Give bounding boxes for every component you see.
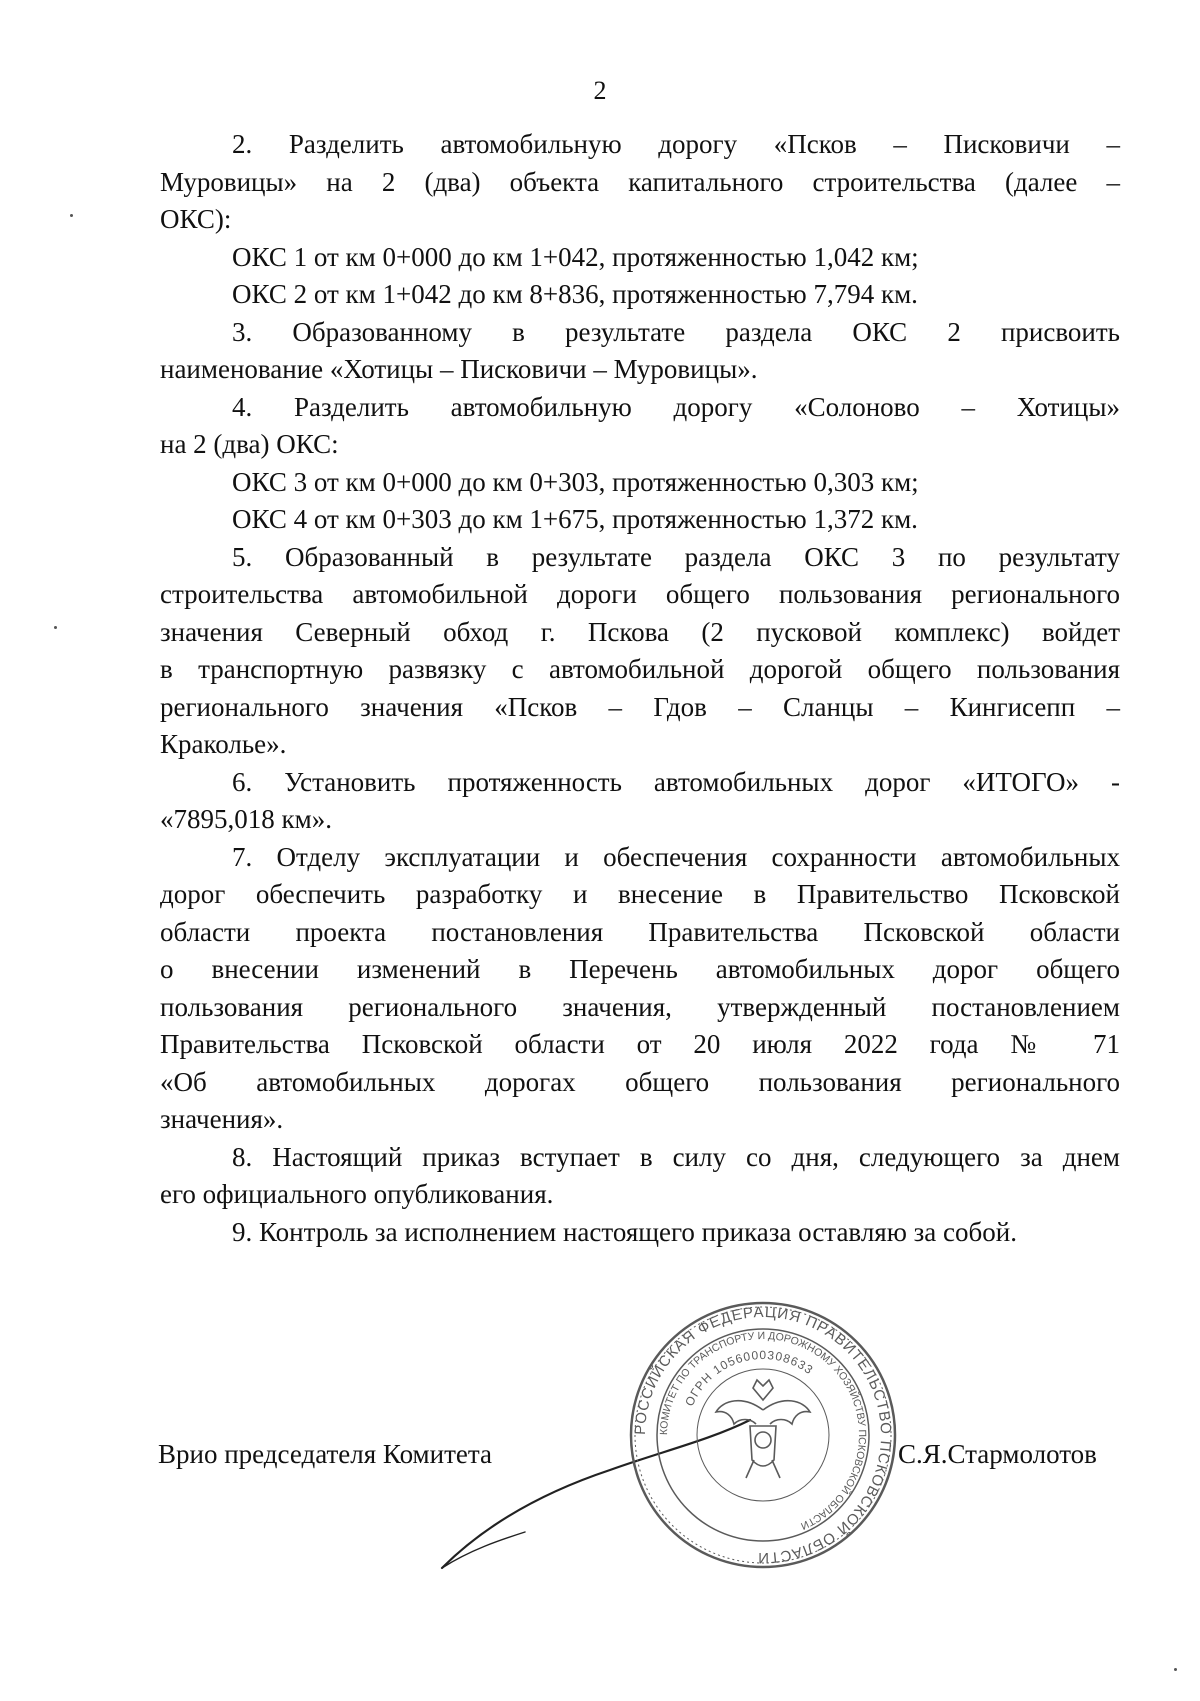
text-line: значения». bbox=[160, 1104, 284, 1134]
text-line: «7895,018 км». bbox=[160, 804, 332, 834]
text-line: строительства автомобильной дороги общего пользования регионального bbox=[160, 579, 1120, 609]
text-line: 6. Установить протяженность автомобильных дорог «ИТОГО» - bbox=[232, 766, 1120, 797]
text-line: Правительства Псковской области от 20 июля 2022 года № 71 bbox=[160, 1029, 1120, 1059]
text-line: в транспортную развязку с автомобильной дорогой общего пользования bbox=[160, 654, 1120, 684]
oks-2-line: ОКС 2 от км 1+042 до км 8+836, протяженностью 7,794 км. bbox=[232, 279, 918, 309]
text-line: Краколье». bbox=[160, 729, 287, 759]
paragraph-2 bbox=[160, 126, 1120, 239]
seal-outer-text: РОССИЙСКАЯ ФЕДЕРАЦИЯ ПРАВИТЕЛЬСТВО ПСКОВСКОЙ ОБЛАСТИ bbox=[631, 1303, 895, 1567]
text-line: Муровицы» на 2 (два) объекта капитального строительства (далее – bbox=[160, 166, 1120, 197]
text-line: о внесении изменений в Перечень автомобильных дорог общего bbox=[160, 954, 1120, 984]
oks-1-line: ОКС 1 от км 0+000 до км 1+042, протяженностью 1,042 км; bbox=[232, 241, 919, 272]
seal-ogrn-text: ОГРН 1056000308633 bbox=[682, 1347, 817, 1409]
text-line: пользования регионального значения, утвержденный постановлением bbox=[160, 991, 1120, 1022]
svg-text:РОССИЙСКАЯ ФЕДЕРАЦИЯ ПРАВИТЕЛЬ bbox=[632, 1304, 894, 1566]
paragraph-4 bbox=[160, 389, 1120, 464]
text-line: его официального опубликования. bbox=[160, 1179, 554, 1209]
text-line: 2. Разделить автомобильную дорогу «Псков – Писковичи – bbox=[232, 129, 1120, 159]
text-line: регионального значения «Псков – Гдов – Сланцы – Кингисепп – bbox=[160, 691, 1120, 722]
official-seal bbox=[628, 1300, 898, 1570]
paragraph-8 bbox=[160, 1139, 1120, 1214]
text-line: наименование «Хотицы – Писковичи – Муровицы». bbox=[160, 354, 758, 384]
text-line: значения Северный обход г. Пскова (2 пусковой комплекс) войдет bbox=[160, 616, 1120, 647]
oks-3-line: ОКС 3 от км 0+000 до км 0+303, протяженностью 0,303 км; bbox=[232, 466, 919, 497]
text-line: 3. Образованному в результате раздела ОКС 2 присвоить bbox=[232, 316, 1120, 347]
paragraph-9: 9. Контроль за исполнением настоящего приказа оставляю за собой. bbox=[232, 1216, 1017, 1247]
paragraph-5 bbox=[160, 539, 1120, 764]
text-line: 8. Настоящий приказ вступает в силу со дня, следующего за днем bbox=[232, 1141, 1120, 1172]
seal-inner-text: КОМИТЕТ ПО ТРАНСПОРТУ И ДОРОЖНОМУ ХОЗЯЙСТВУ ПСКОВСКОЙ ОБЛАСТИ bbox=[657, 1329, 869, 1532]
text-line: 7. Отделу эксплуатации и обеспечения сохранности автомобильных bbox=[232, 841, 1120, 872]
paragraph-3 bbox=[160, 314, 1120, 389]
paragraph-7 bbox=[160, 839, 1120, 1139]
text-line: 5. Образованный в результате раздела ОКС 3 по результату bbox=[232, 541, 1120, 572]
scan-speck bbox=[1174, 1668, 1177, 1671]
text-line: на 2 (два) ОКС: bbox=[160, 429, 339, 459]
oks-4-line: ОКС 4 от км 0+303 до км 1+675, протяженностью 1,372 км. bbox=[232, 504, 918, 534]
paragraph-6 bbox=[160, 764, 1120, 839]
coat-of-arms-icon bbox=[716, 1380, 810, 1478]
text-line: 4. Разделить автомобильную дорогу «Солоново – Хотицы» bbox=[232, 391, 1120, 422]
order-body bbox=[160, 126, 1120, 1251]
text-line: области проекта постановления Правительства Псковской области bbox=[160, 916, 1120, 947]
text-line: «Об автомобильных дорогах общего пользования регионального bbox=[160, 1066, 1120, 1097]
text-line: ОКС): bbox=[160, 204, 232, 234]
text-line: дорог обеспечить разработку и внесение в Правительство Псковской bbox=[160, 879, 1120, 909]
scan-speck bbox=[54, 626, 57, 629]
signatory-name: С.Я.Стармолотов bbox=[898, 1439, 1097, 1469]
scan-speck bbox=[70, 214, 73, 217]
page-number: 2 bbox=[593, 76, 607, 105]
signatory-title: Врио председателя Комитета bbox=[158, 1439, 492, 1469]
